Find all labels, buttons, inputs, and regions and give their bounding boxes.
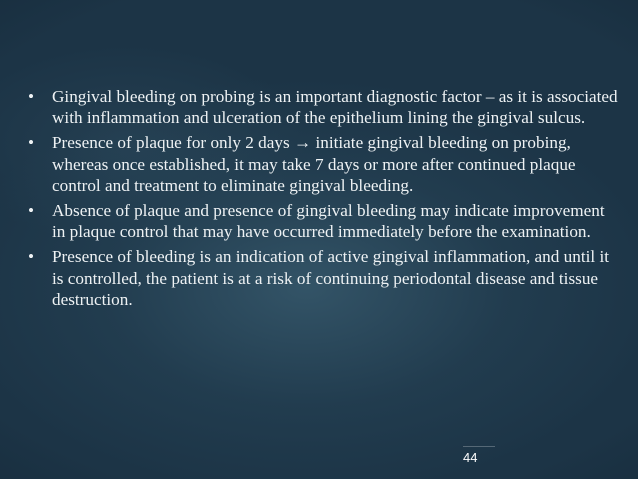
bullet-icon: • — [28, 133, 35, 153]
bullet-text: Gingival bleeding on probing is an important diagnostic factor – as it is associated with inflammation and ulceration of the epithelium lining the gingival sulcus. — [52, 87, 618, 128]
bullet-text: Presence of bleeding is an indication of active gingival inflammation, and until it is controlled, the patient is at a risk of continuing periodontal disease and tissue destruction. — [52, 247, 610, 309]
bullet-icon: • — [28, 247, 35, 267]
bullet-list — [28, 86, 618, 314]
bullet-item — [28, 86, 618, 128]
bullet-icon: • — [28, 87, 35, 106]
bullet-item — [28, 246, 618, 310]
bullet-text: Absence of plaque and presence of gingival bleeding may indicate improvement in plaque control that may have occurred immediately before the examination. — [52, 201, 605, 242]
bullet-text: Presence of plaque for only 2 days → initiate gingival bleeding on probing, whereas once established, it may take 7 days or more after continued plaque control and treatment to eliminate gingival bleeding. — [52, 133, 576, 195]
bullet-item — [28, 132, 618, 196]
bullet-item — [28, 200, 618, 242]
bullet-icon: • — [28, 201, 35, 221]
page-number: 44 — [463, 446, 495, 469]
